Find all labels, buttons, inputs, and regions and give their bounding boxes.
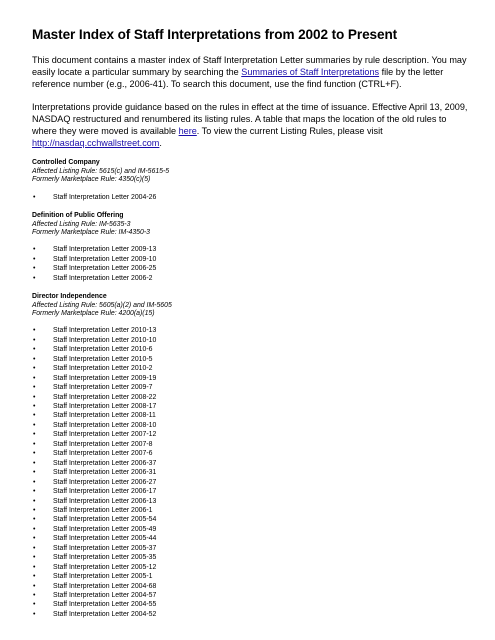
letter-list-item: • Staff Interpretation Letter 2009-13 <box>32 245 471 254</box>
letter-list-item: • Staff Interpretation Letter 2007-8 <box>32 440 471 449</box>
letter-list-item: • Staff Interpretation Letter 2010-10 <box>32 336 471 345</box>
letter-list-item: • Staff Interpretation Letter 2006-1 <box>32 506 471 515</box>
letter-list <box>32 245 471 283</box>
letter-list-item: • Staff Interpretation Letter 2004-52 <box>32 610 471 619</box>
section-director-independence <box>32 293 471 619</box>
letter-list <box>32 193 471 202</box>
letter-list-item: • Staff Interpretation Letter 2005-37 <box>32 544 471 553</box>
letter-list-item: • Staff Interpretation Letter 2006-27 <box>32 478 471 487</box>
intro-paragraph <box>32 54 471 91</box>
affected-rule: Affected Listing Rule: 5605(a)(2) and IM-5605 <box>32 301 172 309</box>
letter-list-item: • Staff Interpretation Letter 2006-17 <box>32 487 471 496</box>
letter-list-item: • Staff Interpretation Letter 2004-55 <box>32 600 471 609</box>
affected-rule: Affected Listing Rule: IM-5635-3 <box>32 220 131 228</box>
letter-list-item: • Staff Interpretation Letter 2010-5 <box>32 355 471 364</box>
letter-list-item: • Staff Interpretation Letter 2006-25 <box>32 264 471 273</box>
section-title: Controlled Company <box>32 159 100 167</box>
letter-list-item: • Staff Interpretation Letter 2008-10 <box>32 421 471 430</box>
letter-list-item: • Staff Interpretation Letter 2006-31 <box>32 468 471 477</box>
listing-rules-url-link[interactable]: http://nasdaq.cchwallstreet.com <box>32 138 160 149</box>
intro-text-start: This document contains a master index of Staff Interpretation Letter summaries by rule description. You may easily locate a particular summary by searching the <box>32 55 467 78</box>
letter-list-item: • Staff Interpretation Letter 2007-6 <box>32 449 471 458</box>
letter-list-item: • Staff Interpretation Letter 2006-13 <box>32 497 471 506</box>
section-definition-of-public-offering <box>32 212 471 283</box>
letter-list-item: • Staff Interpretation Letter 2006-2 <box>32 274 471 283</box>
letter-list-item: • Staff Interpretation Letter 2010-13 <box>32 326 471 335</box>
letter-list-item: • Staff Interpretation Letter 2009-19 <box>32 374 471 383</box>
letter-list <box>32 326 471 619</box>
letter-list-item: • Staff Interpretation Letter 2005-12 <box>32 563 471 572</box>
intro-text-end: file by the letter reference number (e.g., 2006-41). To search this document, use the find function (CTRL+F). <box>32 67 444 90</box>
letter-list-item: • Staff Interpretation Letter 2008-17 <box>32 402 471 411</box>
letter-list-item: • Staff Interpretation Letter 2010-2 <box>32 364 471 373</box>
letter-list-item: • Staff Interpretation Letter 2007-12 <box>32 430 471 439</box>
letter-list-item: • Staff Interpretation Letter 2008-11 <box>32 411 471 420</box>
guidance-text-middle: . To view the current Listing Rules, please visit <box>196 126 383 137</box>
affected-rule: Affected Listing Rule: 5615(c) and IM-5615-5 <box>32 167 170 175</box>
page-title: Master Index of Staff Interpretations from 2002 to Present <box>32 27 398 42</box>
letter-list-item: • Staff Interpretation Letter 2005-54 <box>32 515 471 524</box>
section-controlled-company <box>32 159 471 202</box>
letter-list-item: • Staff Interpretation Letter 2008-22 <box>32 393 471 402</box>
guidance-text-end: . <box>159 138 162 149</box>
letter-list-item: • Staff Interpretation Letter 2005-1 <box>32 572 471 581</box>
letter-list-item: • Staff Interpretation Letter 2010-6 <box>32 345 471 354</box>
former-rule: Formerly Marketplace Rule: 4350(c)(5) <box>32 176 151 184</box>
summaries-link[interactable]: Summaries of Staff Interpretations <box>241 67 380 78</box>
letter-list-item: • Staff Interpretation Letter 2006-37 <box>32 459 471 468</box>
letter-list-item: • Staff Interpretation Letter 2009-10 <box>32 255 471 264</box>
letter-list-item: • Staff Interpretation Letter 2004-26 <box>32 193 471 202</box>
letter-list-item: • Staff Interpretation Letter 2004-57 <box>32 591 471 600</box>
guidance-paragraph <box>32 101 471 150</box>
rule-map-link[interactable]: here <box>178 126 197 137</box>
guidance-text-start: Interpretations provide guidance based on the rules in effect at the time of issuance. Effective April 13, 2009, NASDAQ restructured and renumbered its listing rules. A table that maps the location of the old rules to where they were moved is available <box>32 101 468 137</box>
letter-list-item: • Staff Interpretation Letter 2005-44 <box>32 534 471 543</box>
letter-list-item: • Staff Interpretation Letter 2009-7 <box>32 383 471 392</box>
section-title: Director Independence <box>32 293 107 301</box>
letter-list-item: • Staff Interpretation Letter 2004-68 <box>32 582 471 591</box>
former-rule: Formerly Marketplace Rule: IM-4350-3 <box>32 228 150 236</box>
letter-list-item: • Staff Interpretation Letter 2005-49 <box>32 525 471 534</box>
former-rule: Formerly Marketplace Rule: 4200(a)(15) <box>32 309 155 317</box>
letter-list-item: • Staff Interpretation Letter 2005-35 <box>32 553 471 562</box>
section-title: Definition of Public Offering <box>32 212 124 220</box>
